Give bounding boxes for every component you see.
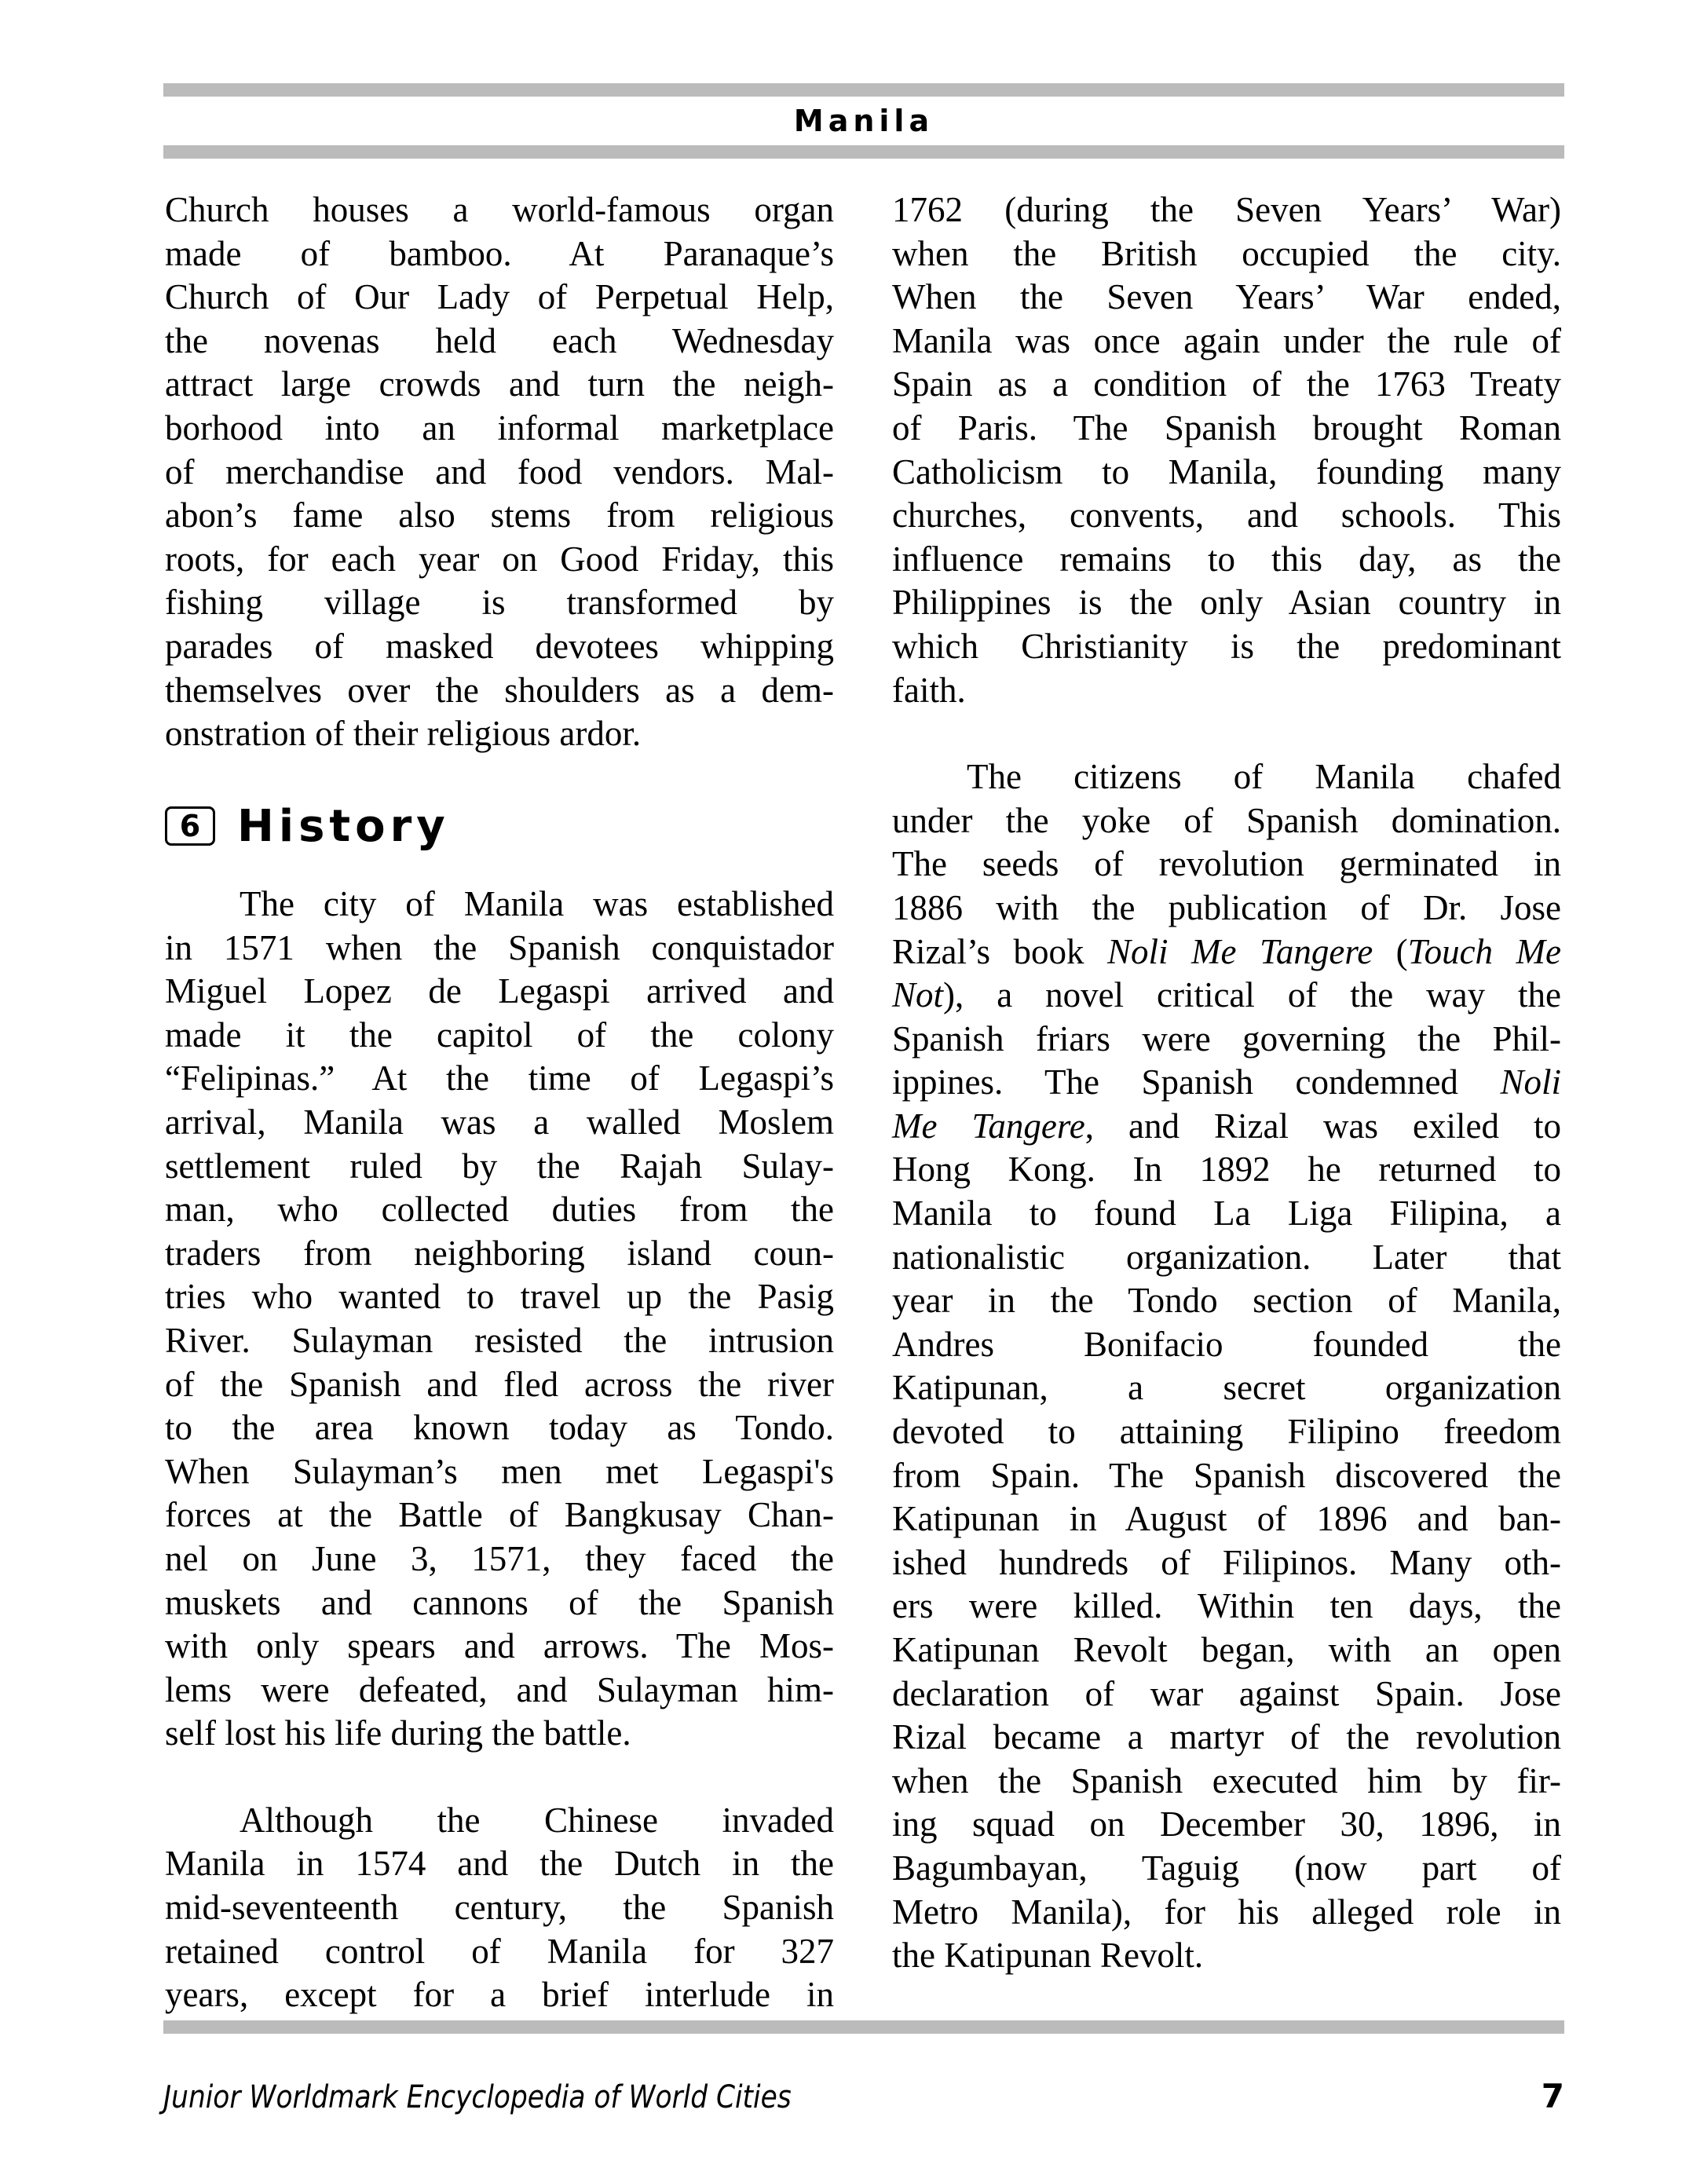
text-line: of merchandise and food vendors. Mal- bbox=[165, 452, 834, 492]
text-line: 1762 (during the Seven Years’ War) bbox=[892, 190, 1561, 229]
text-line: ing squad on December 30, 1896, in bbox=[892, 1804, 1561, 1844]
text-run: , and Rizal was exiled to bbox=[1084, 1106, 1561, 1146]
text-line: muskets and cannons of the Spanish bbox=[165, 1582, 834, 1622]
text-line: attract large crowds and turn the neigh- bbox=[165, 364, 834, 404]
text-line: borhood into an informal marketplace bbox=[165, 408, 834, 448]
text-line: ers were killed. Within ten days, the bbox=[892, 1586, 1561, 1626]
text-line: tries who wanted to travel up the Pasig bbox=[165, 1277, 834, 1317]
text-line: in 1571 when the Spanish conquistador bbox=[165, 927, 834, 967]
text-line: to the area known today as Tondo. bbox=[165, 1408, 834, 1448]
page-number: 7 bbox=[1541, 2077, 1564, 2115]
header-rule-top bbox=[163, 83, 1564, 97]
text-line: “Felipinas.” At the time of Legaspi’s bbox=[165, 1058, 834, 1099]
text-line: Bagumbayan, Taguig (now part of bbox=[892, 1848, 1561, 1888]
text-line: Although the Chinese invaded bbox=[240, 1800, 834, 1840]
text-line: abon’s fame also stems from religious bbox=[165, 495, 834, 536]
text-line: faith. bbox=[892, 670, 966, 710]
text-line: traders from neighboring island coun- bbox=[165, 1233, 834, 1273]
section-title: History bbox=[237, 800, 450, 852]
book-title-italic: Noli Me Tangere bbox=[1107, 931, 1373, 971]
text-line: 1886 with the publication of Dr. Jose bbox=[892, 887, 1561, 927]
text-line: nationalistic organization. Later that bbox=[892, 1237, 1561, 1277]
text-line: influence remains to this day, as the bbox=[892, 539, 1561, 579]
text-line: When Sulayman’s men met Legaspi's bbox=[165, 1451, 834, 1491]
right-column bbox=[892, 188, 1561, 1978]
text-line: with only spears and arrows. The Mos- bbox=[165, 1626, 834, 1666]
text-line: Philippines is the only Asian country in bbox=[892, 583, 1561, 623]
right-paragraph-2 bbox=[892, 755, 1561, 1978]
text-line: declaration of war against Spain. Jose bbox=[892, 1673, 1561, 1713]
text-line: Spain as a condition of the 1763 Treaty bbox=[892, 364, 1561, 404]
text-line: Manila was once again under the rule of bbox=[892, 320, 1561, 360]
history-paragraph-1 bbox=[165, 883, 834, 1756]
text-line: under the yoke of Spanish domination. bbox=[892, 800, 1561, 840]
text-line: retained control of Manila for 327 bbox=[165, 1931, 834, 1971]
text-line: man, who collected duties from the bbox=[165, 1190, 834, 1230]
running-head: Manila bbox=[793, 104, 934, 138]
footer-rule bbox=[163, 2020, 1564, 2034]
text-line: from Spain. The Spanish discovered the bbox=[892, 1455, 1561, 1495]
book-title-translation-italic: Touch Me bbox=[1407, 931, 1562, 971]
text-line: parades of masked devotees whipping bbox=[165, 626, 834, 666]
header-rule-bottom bbox=[163, 145, 1564, 159]
text-line: churches, convents, and schools. This bbox=[892, 495, 1561, 536]
left-column-history bbox=[165, 883, 834, 2017]
text-line: when the Spanish executed him by fir- bbox=[892, 1760, 1561, 1801]
publication-title: Junior Worldmark Encyclopedia of World Cities bbox=[163, 2079, 792, 2115]
text-line: The city of Manila was established bbox=[240, 884, 834, 923]
text-line: onstration of their religious ardor. bbox=[165, 714, 642, 754]
text-line bbox=[892, 974, 1561, 1018]
text-run: ), a novel critical of the way the bbox=[943, 975, 1561, 1015]
text-line: Catholicism to Manila, founding many bbox=[892, 452, 1561, 492]
text-line: Rizal became a martyr of the revolution bbox=[892, 1717, 1561, 1757]
text-line: Andres Bonifacio founded the bbox=[892, 1324, 1561, 1364]
text-run: ( bbox=[1373, 931, 1408, 971]
right-paragraph-1 bbox=[892, 188, 1561, 712]
text-line: Metro Manila), for his alleged role in bbox=[892, 1892, 1561, 1932]
text-line: forces at the Battle of Bangkusay Chan- bbox=[165, 1495, 834, 1535]
text-line: devoted to attaining Filipino freedom bbox=[892, 1412, 1561, 1452]
text-line: the novenas held each Wednesday bbox=[165, 320, 834, 360]
text-line: mid-seventeenth century, the Spanish bbox=[165, 1888, 834, 1928]
text-line: self lost his life during the battle. bbox=[165, 1713, 631, 1753]
text-line: settlement ruled by the Rajah Sulay- bbox=[165, 1146, 834, 1186]
text-line: Katipunan in August of 1896 and ban- bbox=[892, 1499, 1561, 1539]
text-line: When the Seven Years’ War ended, bbox=[892, 277, 1561, 317]
book-title-italic: Me Tangere bbox=[892, 1106, 1085, 1146]
text-line: made it the capitol of the colony bbox=[165, 1015, 834, 1055]
text-line: lems were defeated, and Sulayman him- bbox=[165, 1669, 834, 1709]
text-line: arrival, Manila was a walled Moslem bbox=[165, 1102, 834, 1142]
text-line: which Christianity is the predominant bbox=[892, 626, 1561, 666]
text-line: nel on June 3, 1571, they faced the bbox=[165, 1538, 834, 1578]
text-line: of the Spanish and fled across the river bbox=[165, 1364, 834, 1404]
text-run: Rizal’s book bbox=[892, 931, 1107, 971]
text-line: Katipunan, a secret organization bbox=[892, 1368, 1561, 1408]
text-line: The citizens of Manila chafed bbox=[967, 757, 1561, 797]
text-line: made of bamboo. At Paranaque’s bbox=[165, 233, 834, 273]
text-line: Hong Kong. In 1892 he returned to bbox=[892, 1150, 1561, 1190]
left-column-top bbox=[165, 188, 834, 756]
continued-paragraph bbox=[165, 188, 834, 756]
text-line: Katipunan Revolt began, with an open bbox=[892, 1630, 1561, 1669]
section-heading-history bbox=[165, 801, 450, 851]
text-line: fishing village is transformed by bbox=[165, 583, 834, 623]
book-title-italic: Noli bbox=[1500, 1062, 1561, 1102]
text-line: Spanish friars were governing the Phil- bbox=[892, 1018, 1561, 1058]
text-line: ished hundreds of Filipinos. Many oth- bbox=[892, 1542, 1561, 1582]
text-line: The seeds of revolution germinated in bbox=[892, 844, 1561, 884]
section-number-badge: 6 bbox=[165, 806, 215, 846]
text-line bbox=[892, 1105, 1561, 1149]
text-line: River. Sulayman resisted the intrusion bbox=[165, 1320, 834, 1360]
text-line: Church of Our Lady of Perpetual Help, bbox=[165, 277, 834, 317]
text-line: year in the Tondo section of Manila, bbox=[892, 1281, 1561, 1321]
text-line: Church houses a world-famous organ bbox=[165, 190, 834, 229]
text-line: Miguel Lopez de Legaspi arrived and bbox=[165, 971, 834, 1011]
text-line: of Paris. The Spanish brought Roman bbox=[892, 408, 1561, 448]
text-line: Manila in 1574 and the Dutch in the bbox=[165, 1844, 834, 1884]
text-line: when the British occupied the city. bbox=[892, 233, 1561, 273]
book-title-translation-italic: Not bbox=[892, 975, 944, 1015]
text-line bbox=[892, 930, 1561, 974]
text-line: themselves over the shoulders as a dem- bbox=[165, 670, 834, 710]
history-paragraph-2 bbox=[165, 1799, 834, 2017]
text-line: roots, for each year on Good Friday, this bbox=[165, 539, 834, 579]
text-line: Manila to found La Liga Filipina, a bbox=[892, 1194, 1561, 1234]
text-line: years, except for a brief interlude in bbox=[165, 1975, 834, 2015]
text-line: the Katipunan Revolt. bbox=[892, 1936, 1204, 1976]
text-run: ippines. The Spanish condemned bbox=[892, 1062, 1501, 1102]
text-line bbox=[892, 1061, 1561, 1105]
